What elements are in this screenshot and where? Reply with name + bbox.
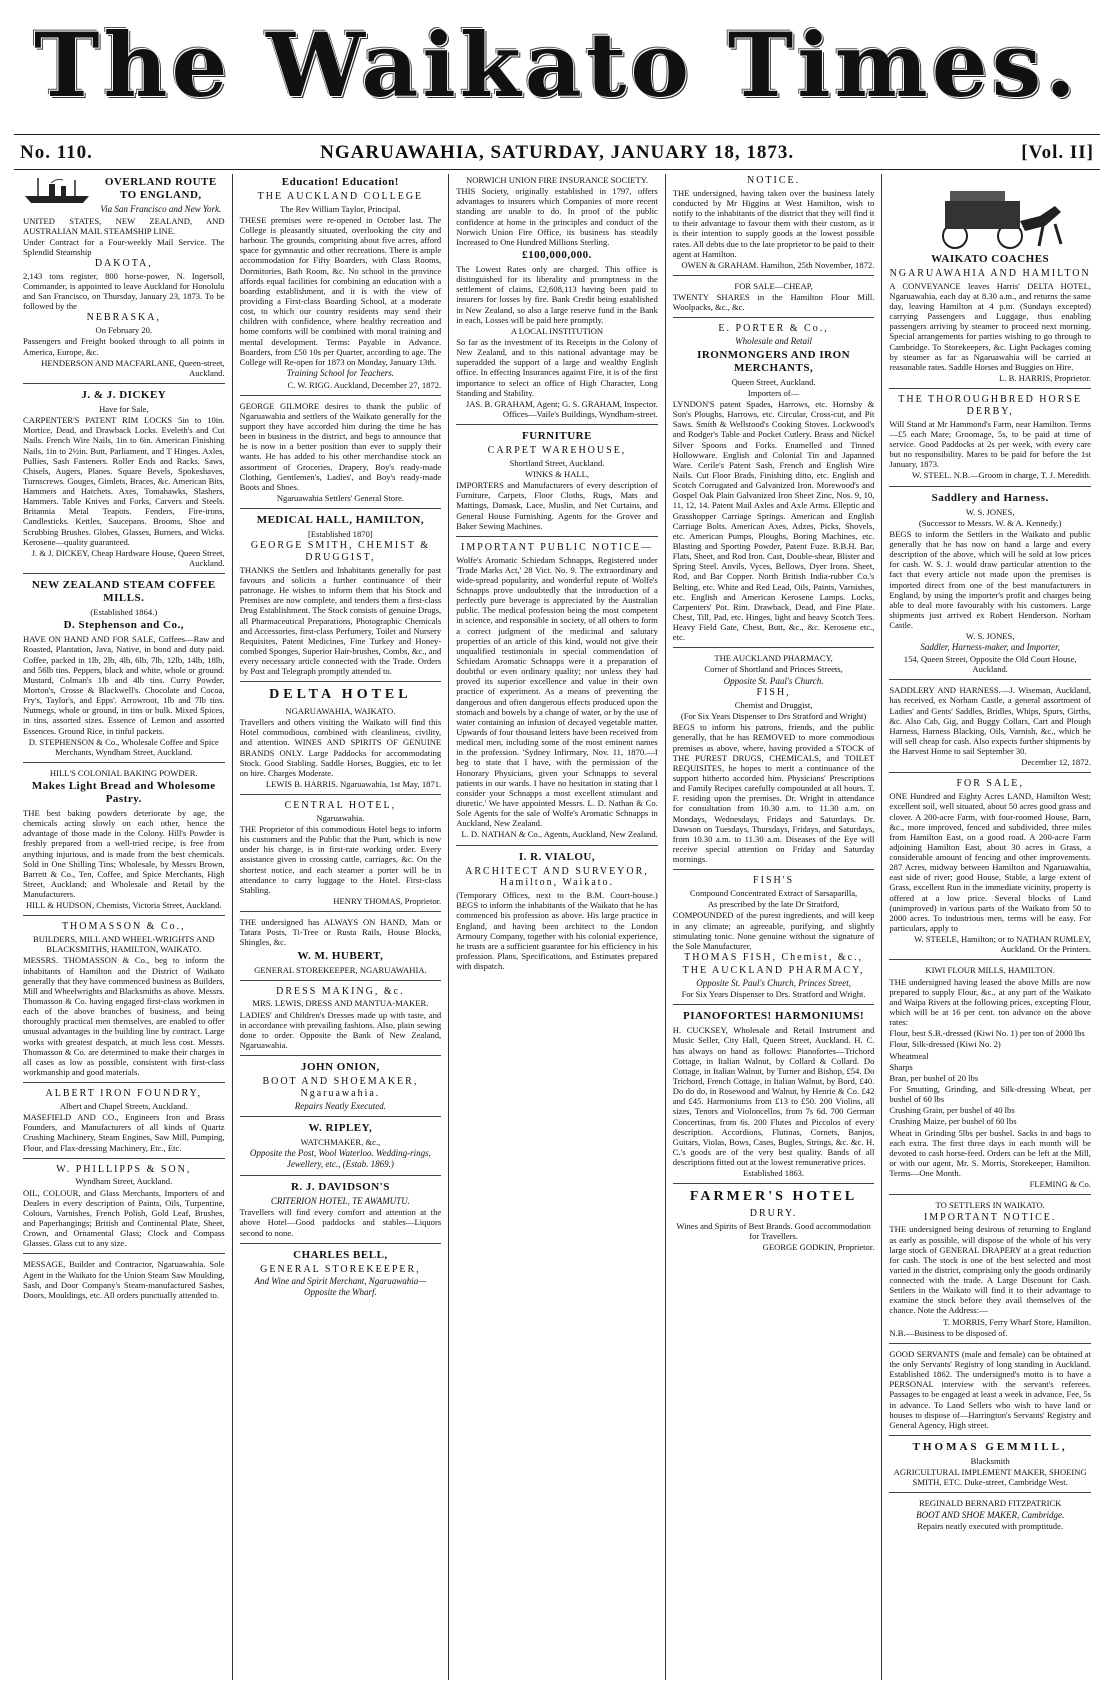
college-name: THE AUCKLAND COLLEGE [257,190,424,202]
mill-price-item: Flour, Silk-dressed (Kiwi No. 2) [889,1039,1001,1050]
thomasson-ad [23,921,225,1083]
coaches-route: NGARUAWAHIA AND HAMILTON [889,267,1091,279]
saddlery-address: 154, Queen Street, Opposite the Old Court House, Auckland. [903,654,1077,675]
message-builder-text: MESSAGE, Builder and Contractor, Ngaruawahia. Sole Agent in the Waikato for the Union Steam Saw Moulding, Sash, and Door Company's Steam-manufactured Sashes, Doors, Mouldings, etc. All orders punctually attended to. [23,1259,225,1300]
albert-sub: Albert and Chapel Streets, Auckland. [59,1100,188,1111]
dress-heading: DRESS MAKING, &c. [276,985,405,997]
fire-heading-2: A LOCAL INSTITUTION [510,325,604,336]
schnapps-signature: L. D. NATHAN & Co., Agents, Auckland, New Zealand. [461,829,658,840]
furniture-street: Shortland Street, Auckland. [509,457,605,468]
vialou-heading: I. R. VIALOU, [518,850,596,863]
issue-date: NGARUAWAHIA, SATURDAY, JANUARY 18, 1873. [320,142,795,163]
dress-text: LADIES' and Children's Dresses made up with taste, and in accordance with prevailing fashions. Also, plain sewing done to order. Opposite the Bank of New Zealand, Ngaruawahia. [239,1009,442,1051]
coach-illustration-icon [915,176,1065,251]
sarsaparilla-heading: FISH'S [753,875,795,887]
hubert-text: THE undersigned has ALWAYS ON HAND, Mats or Tatara Posts, Ti-Tree or Rusta Rails, House Blocks, Shingles, &c. [239,917,442,948]
coaches-ad [889,176,1091,389]
ripley-heading: W. RIPLEY, [308,1122,373,1135]
settlers-notice-ad [889,1200,1091,1343]
college-signature: C. W. RIGG. Auckland, December 27, 1872. [287,379,442,390]
land-text: ONE Hundred and Eighty Acres LAND, Hamilton West; excellent soil, well situated, about 50 acres good grass and clover. A 200-acre Farm, with four-roomed House, Barn, &c., more improved, fenced and subdivided, three miles from Hamilton East, on a good road. A 200-acre Farm adjoining Hamilton East, about 30 acres in Grass, a considerable amount of fencing and other improvements. 287 Acres, midway between Hamilton and Ngaruawahia, east side of river; good House, Stable, a large extent of Grass, excellent Run in the immediate vicinity, property is offered at a low price. Several blocks of Land (unimproved) in various parts of the Waikato from 50 to 2000 acres. To industrious men, terms will be easy. For particulars, apply to [889,791,1091,934]
phillipps-heading: W. PHILLIPPS & SON, [56,1163,192,1175]
sarsaparilla-address: Opposite St. Paul's Church, Princes Street, [696,977,851,988]
baking-sub: Makes Light Bread and Wholesome Pastry. [31,780,216,806]
pharmacy-corner: Corner of Shortland and Princes Streets, [704,664,843,675]
saddlery-wiseman-ad [889,685,1091,773]
delta-hotel-ad [240,687,442,795]
pharmacy-name: FISH, [756,687,791,699]
onion-text: Repairs Neatly Executed. [294,1100,386,1111]
fire-text-3: So far as the investment of its Receipts in the Colony of New Zealand, and to this national advantage may be superadded the support of a large and wealthy English office. In effecting Insurances against Fire, it is of the first importance to select an office of High Character, Long Standing and Stability. [456,336,658,398]
phillipps-text: OIL, COLOUR, and Glass Merchants, Importers of and Dealers in every description of Paints, Oils, Turpentine, Colours, Varnishes, French Polish, Gold Leaf, Brushes, and Paperhangings; British and Continental Plate, Sheet, Crown, and Ornamental Glass; Clock and Compass Glasses. Glass cut to any size. [23,1187,225,1249]
porter-street: Queen Street, Auckland. [731,376,816,387]
issue-volume: [Vol. II] [1021,142,1094,163]
college-heading: Education! Education! [281,176,399,188]
davidson-sub: CRITERION HOTEL, TE AWAMUTU. [270,1195,410,1206]
medical-firm: GEORGE SMITH, CHEMIST & DRUGGIST, [250,540,430,564]
mail-subheading: Via San Francisco and New York. [100,203,222,214]
sale-heading: FOR SALE—CHEAP, [734,280,813,291]
pharmacy-text: BEGS to inform his patrons, friends, and the public generally, that he has REMOVED to more commodious premises as above, where, having provided a STOCK of THE PUREST DRUGS, CHEMICALS, and TOILET REQUISITES, he hopes to merit a continuance of the support hitherto accorded him. Physicians' Prescriptions and Family Recipes carefully compounded at all hours. T. F. residing upon the premises. Dr. Wright in attendance for consultation from 10.30 a.m. to 11.30 a.m. on Mondays, Wednesdays, Fridays and Saturdays. Dr. Dawson on Tuesdays, Thursdays, Fridays, and Saturdays, from 10.30 a.m. to 11.30 a.m. Diseases of the Eye will receive special attention on Friday and Saturday mornings. [672,722,875,865]
onion-heading: JOHN ONION, [300,1061,380,1074]
college-principal: The Rev William Taylor, Principal. [280,203,401,214]
column-1 [16,174,233,1680]
coffee-text: HAVE ON HAND AND FOR SALE, Coffees—Raw and Roasted, Plantation, Java, Native, in bond and duty paid. Coffee, packed in 1lb, 2lb, 4lb, 6lb, 7lb, 12lb, 14lb, 18lb, and 56lb tins. Peppers, black and white, whole or ground. Mustard, Colman's 1lb and 4lb tins. Curry Powder, Morton's, Crosse & Blackwell's. Chocolate and Cocoa, Fry's, Taylor's, and Epps'. Arrowroot, 1lb and 7lb tins. Nutmegs, whole or ground, in tins or bulk. Mixed Spices, in tins, assorted sizes. Essence of Lemon and assorted Essences. Ground Rice, in tinful packets. [23,634,225,736]
settlers-signature: T. MORRIS, Ferry Wharf Store, Hamilton. [943,1316,1091,1327]
land-signature: W. STEELE, Hamilton; or to NATHAN RUMLEY, Auckland. Or the Printers. [914,934,1091,955]
central-heading: CENTRAL HOTEL, [284,800,397,812]
mill-price-item: Flour, best S.B.-dressed (Kiwi No. 1) per ton of 2000 lbs [889,1028,1085,1039]
derby-horse-ad [889,394,1091,486]
coffee-firm: D. Stephenson and Co., [63,619,184,632]
onion-ad [240,1061,442,1117]
pharmacy-sub: (For Six Years Dispenser to Drs Stratford and Wright) [680,711,867,722]
servants-registry-ad [889,1349,1091,1436]
college-footer: Training School for Teachers. [286,368,394,379]
mill-price-list [889,1028,1091,1126]
ripley-sub: WATCHMAKER, &c., [300,1137,381,1148]
masthead-rule [14,134,1100,135]
furniture-sub: CARPET WAREHOUSE, [487,445,627,457]
davidson-text: Travellers will find every comfort and attention at the above Hotel—Good paddocks and stables—Liquors second to none. [239,1207,442,1238]
wiseman-text: SADDLERY AND HARNESS.—J. Wiseman, Auckland, has received, ex Norham Castle, a general assortment of Ladies' and Gents' Saddles, Bridles, Whips, Spurs, Girths, &c. Also Cab, Gig, and Buggy Collars, Cart and Plough Harness, Harness Blacking, Oils, Varnish, &c., which he will sell cheap for cash. Also expects further shipments by the Harvest Home to sail September 30. [889,685,1091,757]
coffee-established: (Established 1864.) [90,607,158,618]
albert-text: MASEFIELD AND CO., Engineers Iron and Brass Founders, and Manufacturers of all kinds of Quartz Crushing Machinery, Steam Engines, Saw Mill, Pumping, Flour, and Flax-dressing Machinery, Etc., Etc. [23,1112,225,1153]
delta-text: Travellers and others visiting the Waikato will find this Hotel commodious, combined with cleanliness, civility, and attention. WINES AND SPIRITS OF GENUINE BRANDS ONLY. Large Paddocks for accommodating Stock. Good Stabling. Saddle Horses, Buggies, etc to let on hire. Charges Moderate. [239,717,442,778]
notice-heading: NOTICE. [746,175,801,186]
ship-dakota-text: 2,143 tons register, 800 horse-power, N. Ingersoll, Commander, is appointed to leave Auckland for Honolulu and San Francisco, on Thursday, January 23, 1873. To be followed by the [23,270,225,312]
fire-insurance-ad [456,175,658,425]
settlers-nb: N.B.—Business to be disposed of. [889,1327,1008,1338]
vialou-sub: ARCHITECT AND SURVEYOR, Hamilton, Waikato. [465,865,649,889]
settlers-heading: TO SETTLERS IN WAIKATO. [935,1200,1045,1211]
mill-price-item: Crushing Grain, per bushel of 40 lbs [889,1105,1015,1116]
fire-signature: JAS. B. GRAHAM, Agent; G. S. GRAHAM, Inspector. Offices—Vaile's Buildings, Wyndham-street. [465,398,658,419]
sarsaparilla-signature: THOMAS FISH, Chemist, &c., [684,951,864,963]
ship-nebraska-text: Passengers and Freight booked through to all points in America, Europe, &c. [23,336,225,357]
derby-text: Will Stand at Mr Hammond's Farm, near Hamilton. Terms—£5 each Mare; Groomage, 5s, to be paid at time of service. Good Paddocks at 2s per week, with every care but no responsibility. Mares to be paid for before the 1st January, 1873. [889,418,1091,470]
porter-importers: Importers of— [747,387,800,398]
baking-text: THE best baking powders deteriorate by age, the chemicals acting slowly on each other, hence the advantage of those made in the Colony. Hill's Powder is freshly prepared from a well-tried recipe, is free from anything injurious, and is made from the best chemicals. Sold in One Shilling Tins; Wholesale, by Messrs Brown, Barrett & Co., Ten, Coffee, and Spice Merchants, High Street, Auckland; and Wholesale and Retail by the Manufacturers. [23,808,225,900]
steamship-icon [23,176,93,206]
vialou-text: (Temporary Offices, next to the B.M. Court-house.) BEGS to inform the inhabitants of the Waikato that he has commenced his profession as above. His large practice in England, and having been architect to the London Armoury Company, together with his colonial experience, he trusts are a sufficient guarantee for his efficiency in his profession. Plans, Specifications, and Estimates prepared with dispatch. [456,890,658,972]
college-ad [240,176,442,396]
farmers-hotel-ad [673,1189,875,1257]
flour-mills-ad [889,965,1091,1195]
land-heading: FOR SALE, [956,778,1024,790]
porter-sub: Wholesale and Retail [735,336,813,347]
porter-firm: IRONMONGERS AND IRON MERCHANTS, [697,348,851,374]
sale-text: TWENTY SHARES in the Hamilton Flour Mill. Woolpacks, &c., &c. [672,292,875,313]
newspaper-title: The Waikato Times. [34,13,1080,117]
delta-heading: DELTA HOTEL [269,687,412,703]
column-5 [882,174,1098,1680]
dickey-ad [23,389,225,574]
mill-heading: KIWI FLOUR MILLS, HAMILTON. [925,965,1055,976]
baking-powder-ad [23,768,225,916]
coaches-heading: WAIKATO COACHES [931,253,1050,265]
hubert-sub: GENERAL STOREKEEPER, NGARUAWAHIA. [254,964,427,975]
mail-line: UNITED STATES, NEW ZEALAND, AND AUSTRALIAN MAIL STEAMSHIP LINE. [23,215,225,236]
farmers-text: Wines and Spirits of Best Brands. Good accommodation for Travellers. [676,1220,871,1241]
hubert-ad [240,917,442,981]
central-hotel-ad [240,800,442,912]
dickey-heading: J. & J. DICKEY [81,388,167,401]
pharmacy-opposite: Opposite St. Paul's Church. [723,675,824,686]
central-text: THE Proprietor of this commodious Hotel begs to inform his customers and the Public that the Punt, which is now under his charge, is in first-rate working order. Every assistance given in crossing cattle, carriages, &c. On the shortest notice, and each steamer a porter will be in attendance to carry luggage to the Hotel. First-class Stabling. [239,824,442,895]
saddlery-trade: Saddler, Harness-maker, and Importer, [920,642,1060,653]
coaches-text: A CONVEYANCE leaves Harris' DELTA HOTEL, Ngaruawahia, each day at 8.30 a.m., and returns the same day, leaving Hamilton at 4 p.m. (Sundays excepted) carrying Passengers and Luggage, thus enabling passengers arriving by steamer to proceed next morning. Special arrangements for parties wishing to go through to Cambridge. To Storekeepers, &c. Light Packages coming by steamer as far as Ngaruawahia will be carried at reasonable rates. Saddle Horses and Buggies on Hire. [889,280,1091,372]
column-4 [666,174,883,1680]
saddlery-signature: W. S. JONES, [965,631,1015,642]
dickey-text: CARPENTER'S PATENT RIM LOCKS 5in to 10in. Mortice, Dead, and Drawback Locks. Eveleth's and Cut Nails. French Wire Nails, 1in to 6in. American Finishing Nails, 1in to 2½in. Butt, Parliament, and T Hinges. Axles, Pullies, Sash Fasteners. Roller Ends and Racks. Saws, Chisels, Augers, Planes. Square Bevels, Spokeshaves, Turnscrews. Gouges, Gimlets, Braces, &c. American Bits, Hammers and Hatchets. Axes, Tomahawks, Slashers, Hammers. Table Knives and Forks, Carvers and Steels. Britannia Metal Teapots. Fenders, Fire-irons, Candlesticks. Kettles, Saucepans. Brooms, Shoe and Scrubbing Brushes. Globes, Glasses, Burners, and Wicks. Kerosene—quality guaranteed. [23,415,225,547]
farmers-signature: GEORGE GODKIN, Proprietor. [762,1241,875,1252]
fire-text-2: The Lowest Rates only are charged. This office is distinguished for its liberality and promptness in the settlement of claims, £2,608,113 having been paid to insurers for losses by fire. Bank Credit being established in New Zealand, so also a large reserve fund in the Bank in each, Losses will be paid here promptly. [456,263,658,325]
dressmaking-ad [240,986,442,1057]
bell-text: And Wine and Spirit Merchant, Ngaruawahia—Opposite the Wharf. [254,1276,427,1298]
piano-heading: PIANOFORTES! HARMONIUMS! [682,1010,865,1023]
dress-firm: MRS. LEWIS, DRESS AND MANTUA-MAKER. [252,998,429,1009]
sarsaparilla-prescribed: As prescribed by the late Dr Stratford, [707,899,840,910]
dickey-sub: Have for Sale, [99,403,149,414]
gilmore-text: GEORGE GILMORE desires to thank the public of Ngaruawahia and settlers of the Waikato generally for the support they have accorded him during the time he has been in business in the district, and begs to announce that he is now in a better position than ever to supply their wants. He has added to his other merchandise stock an assortment of Groceries, Drapery, Boy's ready-made Clothing, Gentlemen's, Ladies', and Boy's ready-made Boots and Shoes. [239,400,442,492]
wiseman-date: December 12, 1872. [1021,757,1091,768]
gilmore-footer: Ngaruawahia Settlers' General Store. [276,493,404,504]
column-3 [449,174,666,1680]
pharmacy-trade: Chemist and Druggist, [734,700,813,711]
phillipps-ad [23,1164,225,1255]
sarsaparilla-pharmacy: THE AUCKLAND PHARMACY, [682,964,865,976]
thomasson-heading: THOMASSON & Co., [61,921,186,933]
thomasson-sub: BUILDERS, MILL AND WHEEL-WRIGHTS AND BLACKSMITHS, HAMILTON, WAIKATO. [32,934,215,955]
mill-price-item: Crushing Maize, per bushel of 60 lbs [889,1116,1017,1127]
furniture-heading: FURNITURE [522,430,592,443]
ripley-ad [240,1122,442,1175]
fitzpatrick-text: Repairs neatly executed with promptitude. [917,1521,1064,1532]
notice-text: THE undersigned, having taken over the business lately conducted by Mr Higgins at West Hamilton, wish to notify to the inhabitants of the district that they will find it to their advantage to favour them with their custom, as it is their intention to supply goods at the lowest possible rates. All debts due to the late proprietor to be paid to their agent at Hamilton. [672,187,875,259]
sarsaparilla-footer: For Six Years Dispenser to Drs. Stratford and Wright. [681,989,866,1000]
medical-hall-ad [240,514,442,682]
derby-heading: THE THOROUGHBRED HORSE DERBY, [898,394,1083,417]
servants-text: GOOD SERVANTS (male and female) can be obtained at the only Servants' Registry of long standing in Auckland. Established 1862. The undersigned's motto is to have a PERSONAL interview with the servant's referees. Passages to be engaged at least a week in advance, Fee, 5s in advance. To Land Sellers who wish to have land or houses to dispose of—Harrington's Servants' Registry and General Agency, High street. [889,1348,1091,1430]
college-text: THESE premises were re-opened in October last. The College is pleasantly situated, overlooking the city and harbour. The grounds, comprising about five acres, afford space for gymnastic and other recreations. There is ample accommodation for Fifty Boarders, with Class Rooms, Dormitories, Bath Room, &c. No school in the province affords equal facilities for combining an education with a boarding establishment, and it is with the view of providing a First-class Boarding School, at a moderate cost, to which our country residents may send their children with confidence, where healthy recreation and home comforts will be combined with moral training and mental development. Terms: Payable in Advance. Boarders, from £50 10s per Quarter, according to age. The College will Re-open for 1873 on Monday, January 13th. [239,214,442,367]
saddlery-firm: W. S. JONES, [965,506,1015,517]
piano-footer: Established 1863. [743,1168,805,1179]
bell-ad [240,1249,442,1303]
gemmill-sub: Blacksmith [970,1456,1010,1466]
sarsaparilla-sub: Compound Concentrated Extract of Sarsaparilla, [689,888,858,899]
owen-graham-notice [673,175,875,276]
porter-text: LYNDON'S patent Spades, Harrows, etc. Hornsby & Son's Ploughs, Harrows, etc. Circular, Cross-cut, and Pit Saws. Smith & Wellstood's Cooking Stoves. Lockwood's and Rodger's Table and Pocket Cutlery. Brass and Nickel Silver Spoons and Forks. Enamelled and Tinned Hollowware. English and Colonial Tin and Japanned Ware. Cerile's Patent Sash, French and English Wire Nails. Cut Floor Brads, Finishing ditto, etc. English and Scotch Corrugated and Galvanized Iron. Morewood's and Gospel Oak Plain Galvanized Iron Sheet Zinc, Nos. 9, 10, 11, 12, 14. Patent Mail Axles and Axle Arms. Elleptic and Grasshopper Carriage Springs. American and English Carriage Bolts. American Axes, Adzes, Picks, Shovels, etc. American Pumps, Ploughs, Boring Machines, etc. Blasting and Sporting Powder, Patent Fuze. B.B.H. Bar, Flats, Sheet, and Rod Iron. Cast, Double-shear, Blister and Spring Steel. Anvils, Vyces, Bellows, Dyer Irons. Sheet, Rod, and Bar Copper. North British India-rubber Co.'s Belting, etc. White and Red Lead, Oils, Paints, Varnishes, etc. English and American Kerosene Lamps. Locks, Carpenters' Pot. Rim. Drawback, Dead, and Fine Plate. Chest, Till, Pad, etc. Hinges, light and heavy Scotch Tees. Heavy Field Gate, Chest, Butt, &c., &c. Kerosene etc., etc. [672,398,875,643]
derby-signature: W. STEEL. N.B.—Groom in charge, T. J. Meredith. [912,470,1091,481]
davidson-ad [240,1181,442,1244]
fire-text: THIS Society, originally established in 1797, offers advantages to insurers which Companies of more recent standing are unable to do. In proof of the public confidence at home in the principles and conduct of the Norwich Union Fire Office, its business has steadily Increased to One Hundred Millions Sterling. [456,186,658,247]
albert-heading: ALBERT IRON FOUNDRY, [45,1088,203,1100]
issue-number: No. 110. [20,142,93,163]
schnapps-ad [456,542,658,846]
settlers-notice: IMPORTANT NOTICE. [923,1211,1057,1223]
fire-heading: NORWICH UNION FIRE INSURANCE SOCIETY. [465,175,648,185]
gemmill-heading: THOMAS GEMMILL, [912,1441,1068,1454]
medical-heading: MEDICAL HALL, HAMILTON, [256,514,425,527]
mill-price-item: Wheatmeal [889,1050,929,1061]
coaches-signature: L. B. HARRIS, Proprietor. [999,373,1091,384]
hubert-heading: W. M. HUBERT, [297,949,384,962]
onion-sub: BOOT AND SHOEMAKER, Ngaruawahia. [262,1076,419,1099]
mill-price-item: Sharps [889,1061,913,1072]
shares-sale-ad [673,281,875,318]
mail-agents: HENDERSON AND MACFARLANE, Queen-street, Auckland. [41,357,225,378]
dateline [20,140,1094,166]
land-sale-ad [889,778,1091,960]
ship-nebraska: NEBRASKA, [86,312,161,324]
delta-sub: NGARUAWAHIA, WAIKATO. [285,705,396,716]
fitzpatrick-heading: REGINALD BERNARD FITZPATRICK [918,1498,1062,1509]
masthead [0,0,1114,130]
pharmacy-heading: THE AUCKLAND PHARMACY, [714,653,833,664]
furniture-text: IMPORTERS and Manufacturers of every description of Furniture, Carpets, Floor Cloths, Rugs, Mats and Mattings, Damask, Lace, Muslin, and Net Curtains, and General House Furnishing. Agents for the Grover and Baker Sewing Machines. [456,480,658,531]
farmers-heading: FARMER'S HOTEL [689,1189,858,1205]
sarsaparilla-ad [673,875,875,1005]
message-builder-ad [23,1259,225,1305]
phillipps-sub: Wyndham Street, Auckland. [75,1176,173,1187]
columns [16,174,1098,1680]
ripley-text: Opposite the Post, Wool Waterloo. Wedding-rings, Jewellery, etc., (Estab. 1869.) [249,1148,431,1170]
coffee-footer: D. STEPHENSON & Co., Wholesale Coffee and Spice Merchants, Wyndham Street, Auckland. [28,736,219,757]
albert-foundry-ad [23,1088,225,1159]
furniture-ad [456,430,658,537]
schnapps-text: Wolfe's Aromatic Schiedam Schnapps, Registered under 'Trade Marks Act,' 28 Vict. No. 9. The extraordinary and wide-spread popularity, and wonderful repute of Wolfe's Schnapps prove undoubtedly that the introduction of a perfectly pure beverage is appreciated by the Australian public. The medical profession being the most competent in science, and responsible in society, of all others to form a correct judgment of the medicinal and salutary properties of an article of this kind, would not give their unqualified testimonials in special commendation of Schiedam Aromatic Schnapps were it a preparation of doubtful or even ordinary quality; nor unless they had proved its superior excellence and value in their own practice of experiment. As a means of preventing the dangerous and often dangerous effects produced upon the stomach and bowels by a change of water, or by the use of water containing an infusion of decayed vegetable matter. Upwards of four thousand letters have been received from medical men, including some of the most eminent names in the profession. 'Sydney Infirmary, Nov. 11, 1870.—I beg to state that I have, with the permission of the Honorary Physicians, given your Schnapps to several patients in our wards. I have no hesitation in stating that I consider your Schnapps a most excellent stimulant and diuretic.' We have appointed Messrs. L. D. Nathan & Co. Sole Agents for the sale of Wolfe's Aromatic Schnapps in Auckland, New Zealand. [456,554,658,829]
vialou-ad [456,851,658,977]
porter-heading: E. PORTER & Co., [718,323,829,335]
dickey-footer: J. & J. DICKEY, Cheap Hardware House, Queen Street, Auckland. [31,547,225,569]
fitzpatrick-sub: BOOT AND SHOE MAKER, Cambridge. [916,1509,1065,1520]
gemmill-ad [889,1441,1091,1493]
saddlery-text: BEGS to inform the Settlers in the Waikato and public generally that he has now on hand a large and every description of the above, which will be sold at low prices for cash. W. S. J. would draw particular attention to the fact that every article not made upon the premises is imported direct from one of the best manufacturers in England, by using the importer's profit and charges being able to deal more favourably with his customers. Large shipments just arrived ex Robert Henderson. Norham Castle. [889,528,1091,631]
coffee-mills-ad [23,579,225,763]
bell-sub: GENERAL STOREKEEPER, [260,1263,421,1275]
mail-heading: OVERLAND ROUTE TO ENGLAND, [104,176,217,201]
ship-dakota: DAKOTA, [94,258,153,270]
davidson-heading: R. J. DAVIDSON'S [290,1180,390,1193]
porter-ad [673,323,875,648]
fire-amount: £100,000,000. [522,248,592,261]
fitzpatrick-ad [889,1498,1091,1536]
central-sub: Ngaruawahia. [316,812,365,823]
column-2 [233,174,450,1680]
delta-signature: LEWIS B. HARRIS. Ngaruawahia, 1st May, 1871. [265,778,442,789]
pianoforte-ad [673,1010,875,1184]
mail-steamship-ad [23,176,225,384]
saddlery-jones-ad [889,492,1091,681]
mill-text: THE undersigned having leased the above Mills are now prepared to supply Flour, &c., at any part of the Waikato and Waipa Rivers at the following prices, excepting Flour, which will be at 16 per cent. ton advance on the above rates: [889,976,1091,1028]
mail-text: Under Contract for a Four-weekly Mail Service. The Splendid Steamship [23,236,225,257]
schnapps-heading: IMPORTANT PUBLIC NOTICE— [460,541,653,553]
settlers-text: THE undersigned being desirous of returning to England as early as possible, will dispose of the whole of his very large stock of GENERAL DRAPERY at a great reduction for cash. The stock is one of the best selected and most varied in the district, comprising only the goods ordinarily connected with the trade. A Large Discount for Cash. Settlers in the Waikato will find it to their advantage to examine the stock before they avail themselves of the chance. Note the Address:— [889,1224,1091,1316]
sarsaparilla-text: COMPOUNDED of the purest ingredients, and will keep in any climate; an agreeable, purifying, and slightly stimulating tonic. None genuine without the signature of the Sole Manufacturer, [672,910,875,951]
mill-signature: FLEMING & Co. [1029,1179,1091,1190]
mill-price-item: For Smutting, Grinding, and Silk-dressing Wheat, per bushel of 60 lbs [889,1084,1091,1105]
saddlery-heading: Saddlery and Harness. [931,491,1049,504]
medical-text: THANKS the Settlers and Inhabitants generally for past favours and solicits a further continuance of their patronage. He wishes to inform them that his Stock and Premises are now complete, and tenders them a first-class Drug Establishment. The Stock consists of genuine Drugs, all Pharmaceutical Preparations, Photographic Chemicals and Accessories, first-class Perfumery, Toilet and Nursery Requisites, Patent Medicines, Fine Turkey and Honey-combed Sponges, Superior Hair-brushes, Combs, &c., and every necessary article connected with the Trade. Orders by Post and Telegraph promptly attended to. [239,564,442,677]
thomasson-text: MESSRS. THOMASSON & Co., beg to inform the inhabitants of Hamilton and the District of Waikato generally that they have commenced business as Builders, Mill and Wheelwrights and Blacksmiths as above. Messrs. Thomasson & Co. having engaged first-class workmen in each of the above branches of business, and being thoroughly practical men themselves, are enabled to offer unusual advantages in the building line by contract. Large works with greatest despatch, at much less cost. Messrs. Thomasson & Co. are determined to make their charges in all cases as low as possible, consistent with first-class workmanship and good materials. [23,955,225,1078]
furniture-firm: WINKS & HALL, [524,468,590,479]
medical-established: [Established 1870] [308,529,373,540]
piano-text: H. CUCKSEY, Wholesale and Retail Instrument and Music Seller, City Hall, Queen Street, Auckland. H. C. has always on hand as follows: Pianofortes—Trichord Cottage, in Italian Walnut, by Collard & Collard. Do Cottage, in Italian Walnut, by Turner and Bishop, £54. Do Trichord, French Cottage, in Italian Walnut, by Bord, £40. Do do do, in Rosewood and Walnut, by Henrie & Co. £42 and £45. Harmoniums from £13 to £50. 200 Violins, all sizes, Tenors and Violoncellos, from 7s 6d. 700 German Concertinas, from 6s. 200 Flutes and Piccolos of every description. Accordions, Flutinas, Cornets, Banjos, Guitars, Violas, Bows, Cases, Bugles, Strings, &c. &c. H. C.'s goods are of the very best quality. Bands of all descriptions fitted out at the lowest remunerative prices. [672,1025,875,1168]
baking-heading: HILL'S COLONIAL BAKING POWDER. [49,767,198,778]
gilmore-ad [240,401,442,509]
farmers-sub: DRURY. [749,1207,798,1219]
coffee-heading: NEW ZEALAND STEAM COFFEE MILLS. [31,579,216,605]
bell-heading: CHARLES BELL, [293,1248,388,1261]
baking-footer: HILL & HUDSON, Chemists, Victoria Street, Auckland. [25,900,222,911]
saddlery-successor: (Successor to Messrs. W. & A. Kennedy.) [918,517,1062,528]
ship-nebraska-date: On February 20. [95,325,153,336]
gemmill-text: AGRICULTURAL IMPLEMENT MAKER, SHOEING SMITH, ETC. Duke-street, Cambridge West. [893,1467,1087,1488]
pharmacy-ad [673,653,875,870]
central-signature: HENRY THOMAS, Proprietor. [333,895,442,906]
notice-signature: OWEN & GRAHAM. Hamilton, 25th November, 1872. [681,259,875,270]
mill-price-item: Bran, per bushel of 20 lbs [889,1072,979,1083]
dateline-rule [14,169,1100,170]
mill-text-2: Wheat in Grinding 5lbs per bushel. Sacks in and bags to each extra. The first three days in each month will be devoted to cash horse-feed. Orders can be left at the Mill, or with our agent, Mr. S. Morris, Storekeeper, Hamilton. Terms—One Month. [889,1127,1091,1179]
